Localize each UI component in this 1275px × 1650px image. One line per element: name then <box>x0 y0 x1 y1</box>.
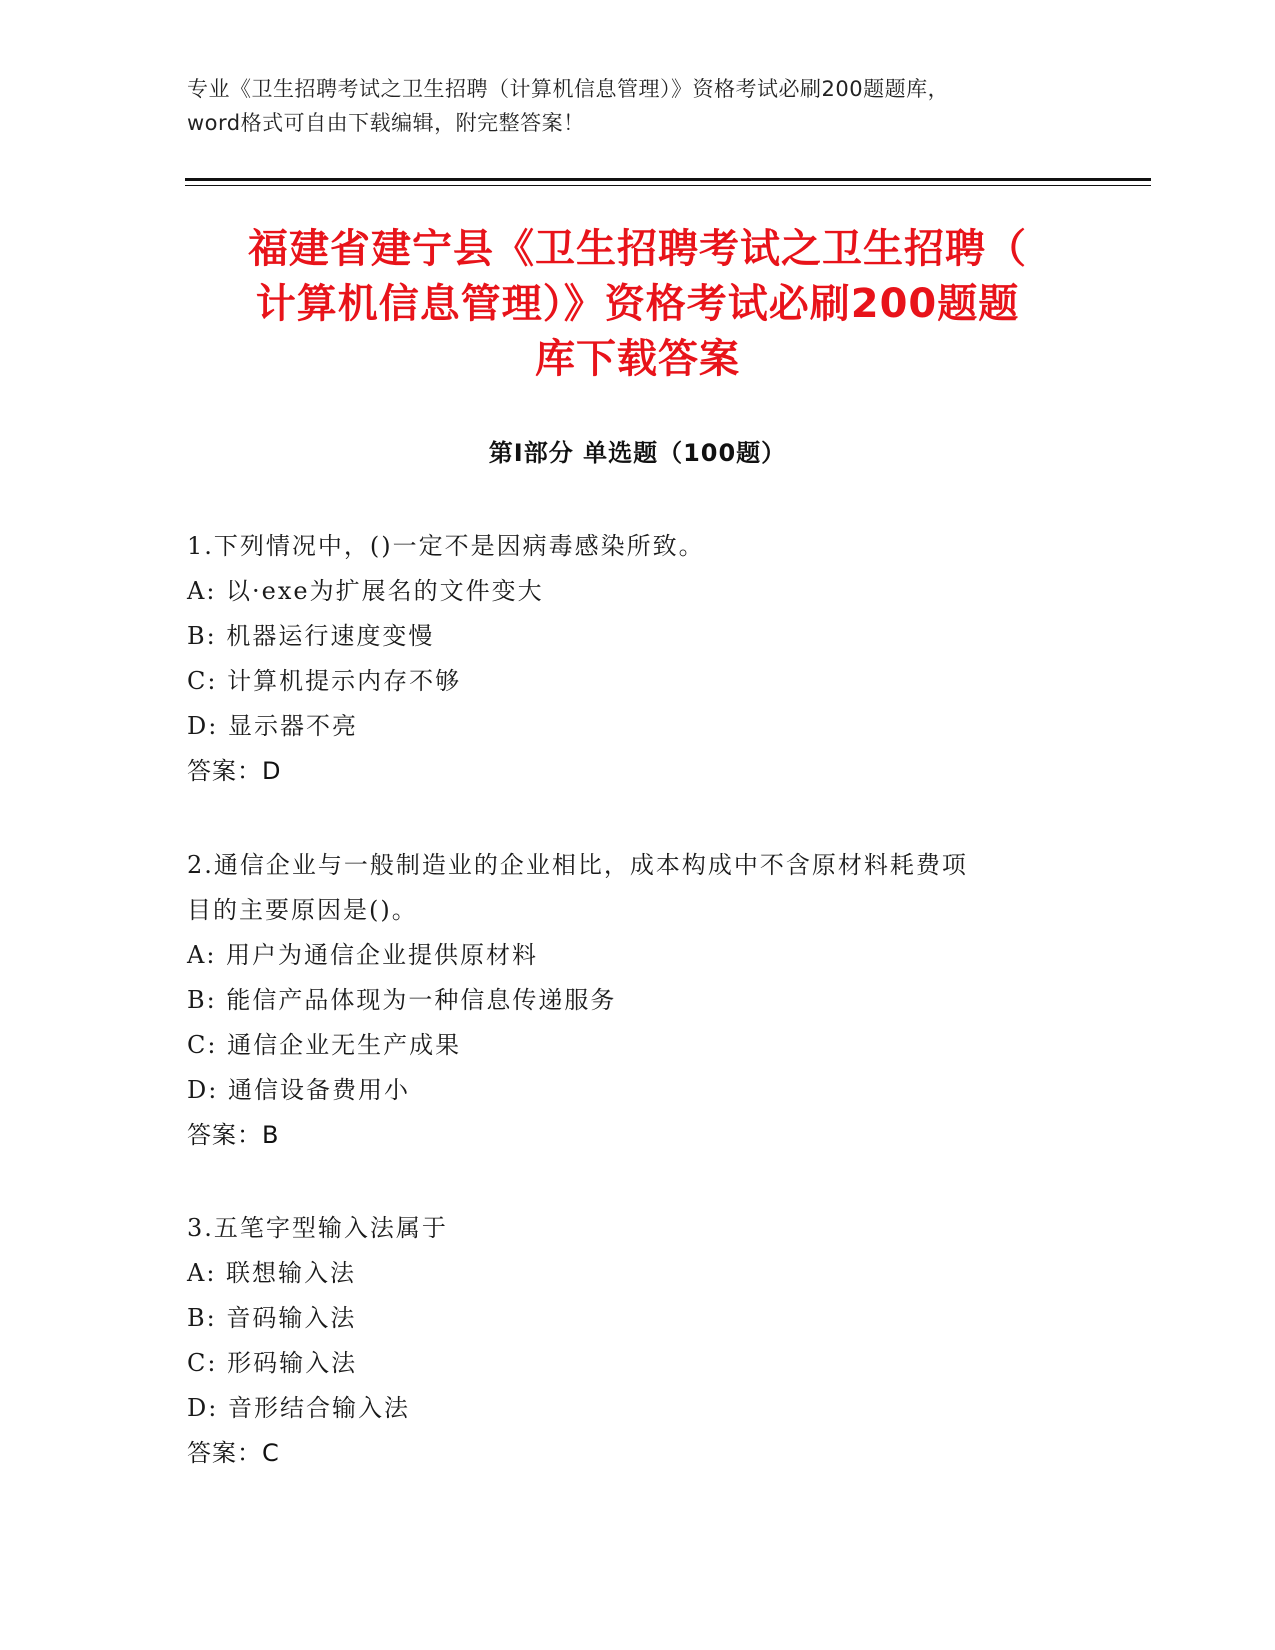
answer: 答案：C <box>187 1439 280 1467</box>
option-a: A: 用户为通信企业提供原材料 <box>187 941 539 969</box>
question-stem: 1.下列情况中，()一定不是因病毒感染所致。 <box>187 532 705 560</box>
header-note-line-1: 专业《卫生招聘考试之卫生招聘（计算机信息管理）》资格考试必刷200题题库， <box>187 77 950 101</box>
option-d: D: 音形结合输入法 <box>187 1394 410 1422</box>
option-b: B: 机器运行速度变慢 <box>187 622 435 650</box>
question-3 <box>187 1206 1087 1476</box>
option-c: C: 计算机提示内存不够 <box>187 667 462 695</box>
option-c: C: 形码输入法 <box>187 1349 358 1377</box>
option-d: D: 通信设备费用小 <box>187 1076 410 1104</box>
option-a: A: 以·exe为扩展名的文件变大 <box>187 577 544 605</box>
question-stem-continued: 目的主要原因是()。 <box>187 896 418 924</box>
document-title-line-1: 福建省建宁县《卫生招聘考试之卫生招聘（ <box>248 226 1027 272</box>
header-note <box>187 72 1087 140</box>
header-divider-thin <box>185 185 1151 186</box>
document-title-line-3: 库下载答案 <box>535 336 740 382</box>
option-a: A: 联想输入法 <box>187 1259 357 1287</box>
answer: 答案：D <box>187 757 282 785</box>
option-d: D: 显示器不亮 <box>187 712 358 740</box>
document-title-line-2: 计算机信息管理）》资格考试必刷200题题 <box>255 281 1020 327</box>
header-note-line-2: word格式可自由下载编辑，附完整答案！ <box>187 111 585 135</box>
question-1 <box>187 524 1087 794</box>
answer: 答案：B <box>187 1121 280 1149</box>
header-divider-thick <box>185 178 1151 181</box>
option-c: C: 通信企业无生产成果 <box>187 1031 462 1059</box>
option-b: B: 音码输入法 <box>187 1304 357 1332</box>
question-2 <box>187 843 1087 1158</box>
option-b: B: 能信产品体现为一种信息传递服务 <box>187 986 617 1014</box>
question-stem: 3.五笔字型输入法属于 <box>187 1214 448 1242</box>
section-heading: 第Ⅰ部分 单选题（100题） <box>488 439 787 467</box>
document-title <box>150 222 1125 387</box>
question-stem: 2.通信企业与一般制造业的企业相比，成本构成中不含原材料耗费项 <box>187 851 968 879</box>
